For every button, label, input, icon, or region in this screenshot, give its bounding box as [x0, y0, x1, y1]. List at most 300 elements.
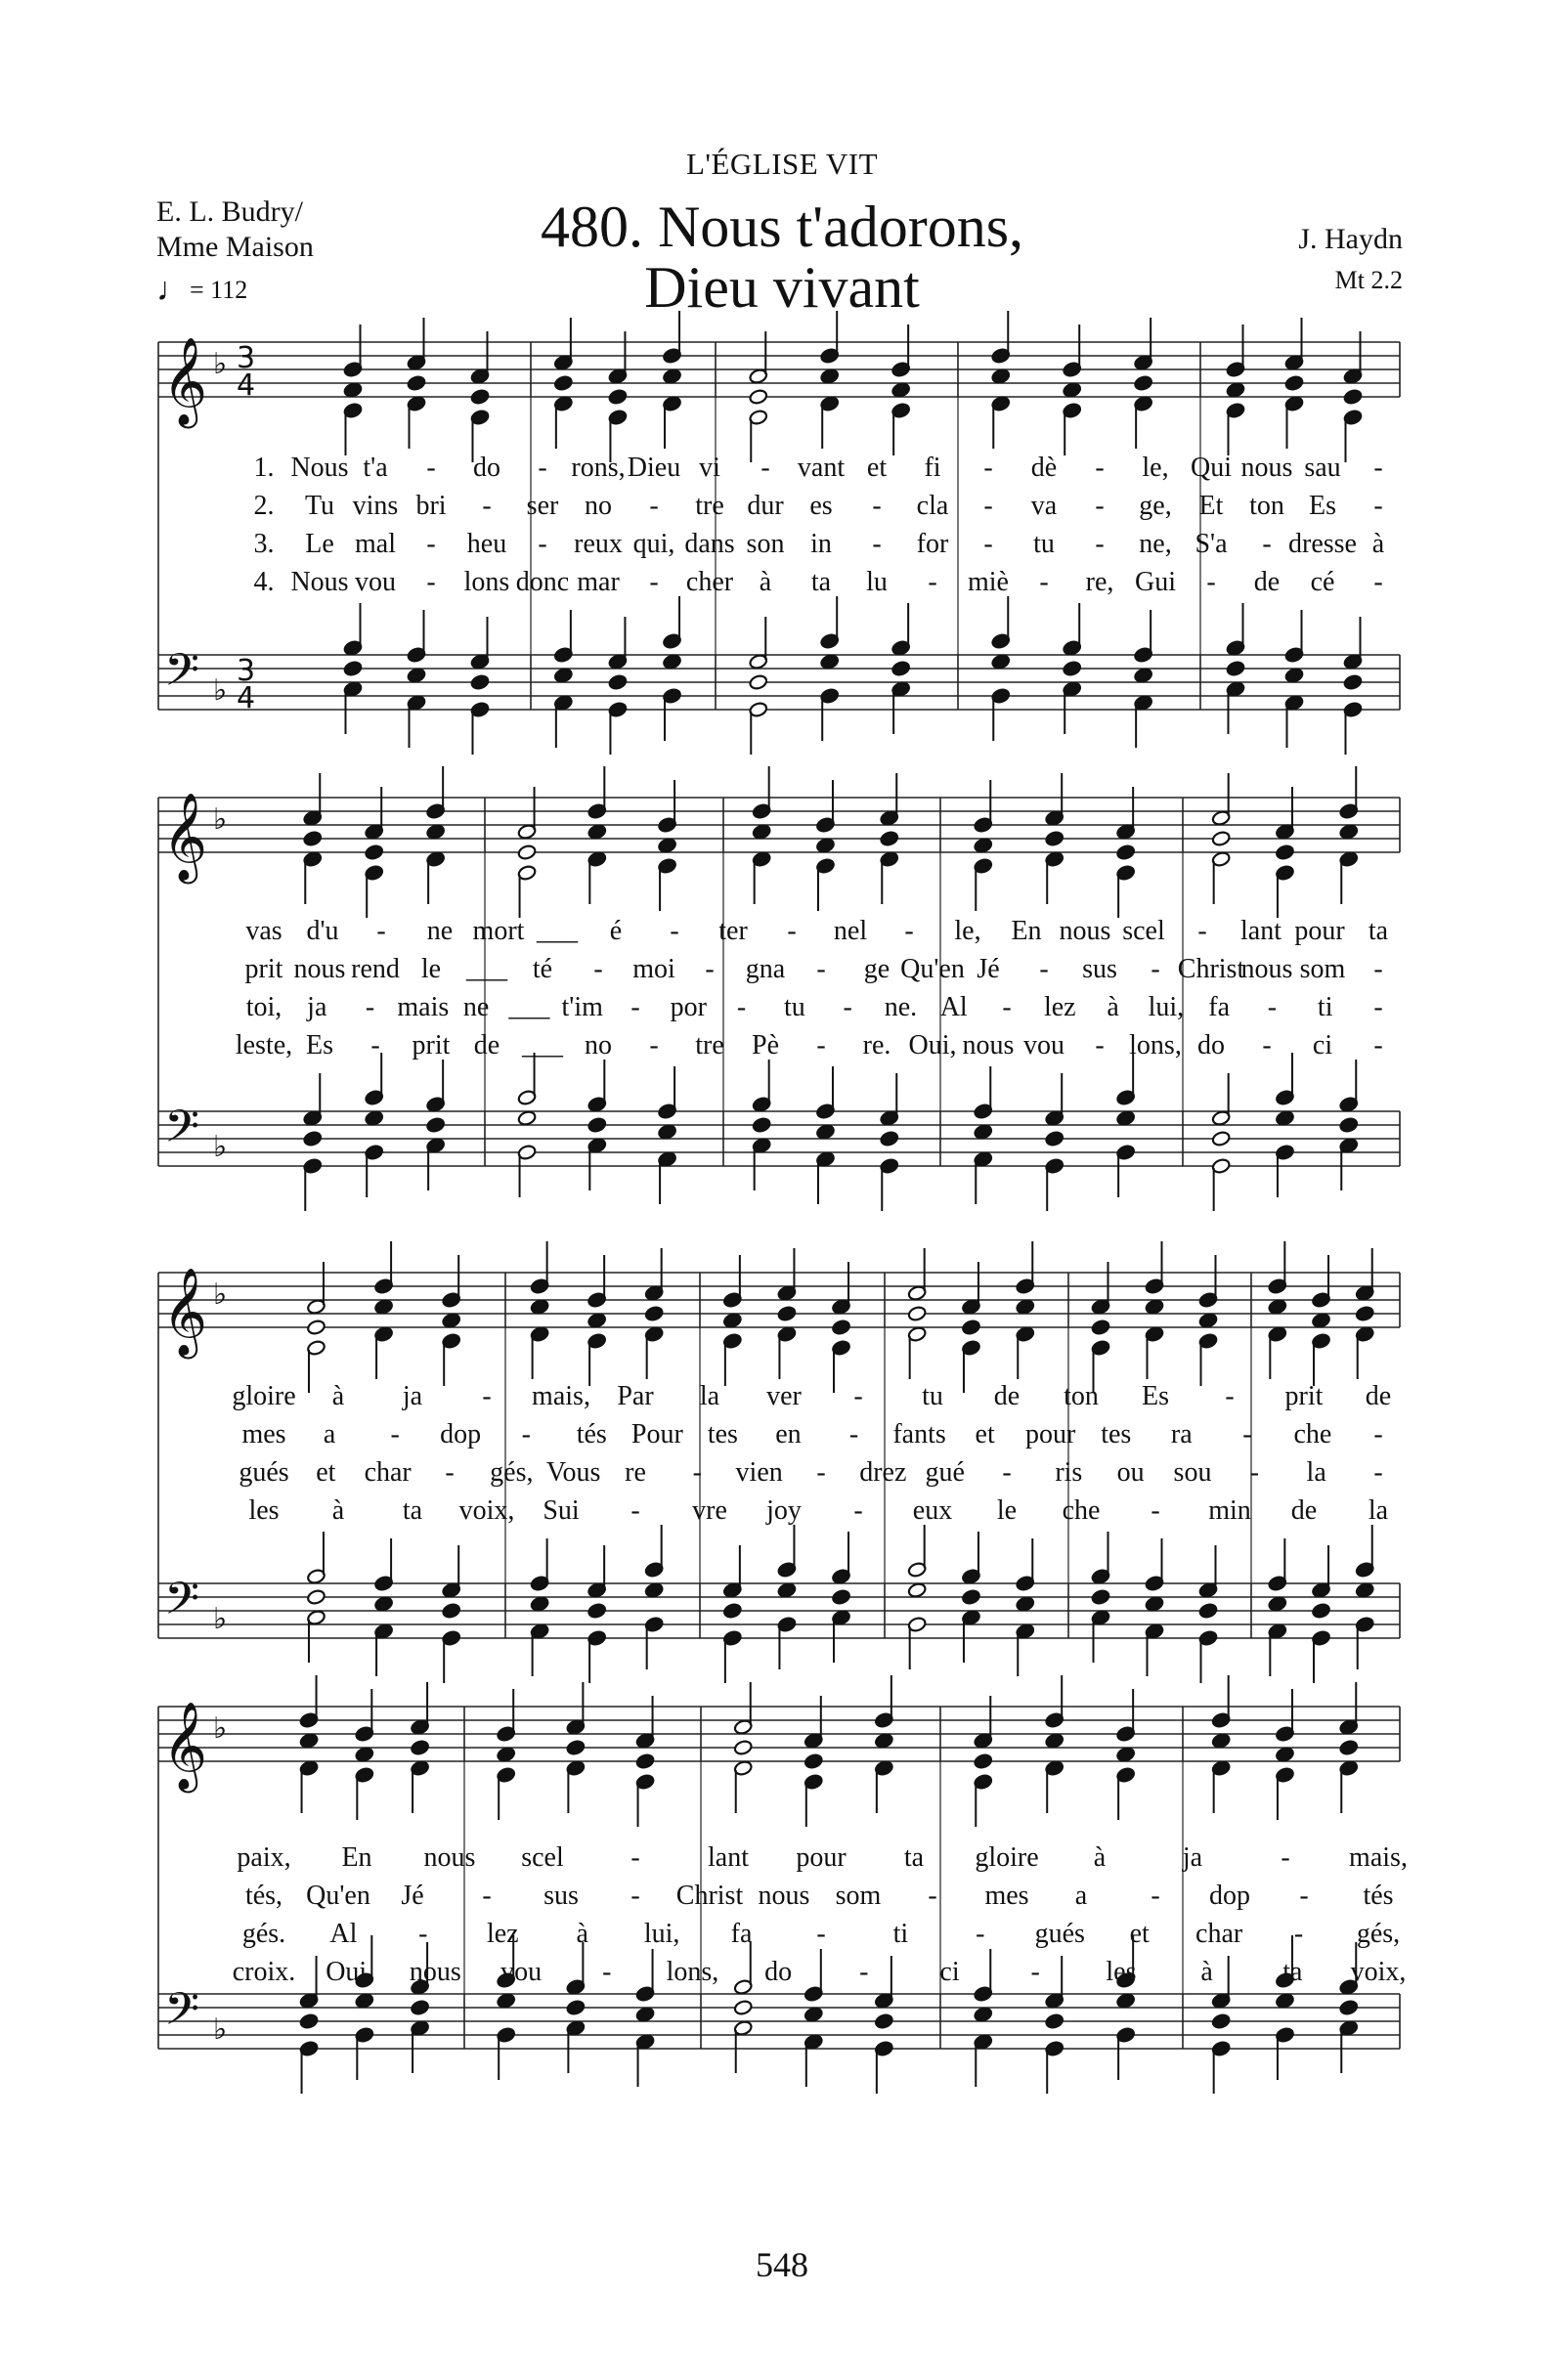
lyric-syllable: - — [692, 1457, 702, 1488]
lyric-syllable: - — [859, 1957, 869, 1987]
lyric-syllable: heu — [466, 529, 507, 559]
note-head — [566, 1999, 586, 2015]
note-head — [374, 1298, 394, 1315]
lyric-syllable: ___ — [466, 954, 507, 984]
note-head — [517, 844, 537, 860]
lyric-syllable: - — [376, 916, 386, 946]
lyric-syllable: vi — [699, 453, 720, 483]
lyric-syllable: - — [521, 1419, 531, 1450]
lyric-syllable: Gui — [1135, 567, 1176, 597]
note-head — [752, 1116, 771, 1133]
lyric-syllable: - — [1002, 1457, 1012, 1488]
lyric-syllable: - — [816, 954, 826, 984]
bass-clef-icon: 𝄢 — [164, 1983, 200, 2047]
note-head — [644, 1305, 664, 1321]
lyric-syllable: vou — [500, 1957, 543, 1987]
note-head — [1355, 1305, 1374, 1321]
note-head — [608, 388, 628, 405]
lyric-syllable: - — [1151, 954, 1160, 984]
note-head — [804, 1753, 823, 1769]
lyric-syllable: - — [1039, 954, 1049, 984]
lyric-syllable: gna — [745, 954, 786, 984]
lyric-syllable: 3. — [253, 529, 275, 559]
lyric-syllable: le — [996, 1495, 1018, 1526]
lyric-syllable: - — [482, 1381, 492, 1411]
note-head — [722, 1602, 742, 1619]
lyric-syllable: Qui — [1191, 453, 1232, 483]
lyric-syllable: ver — [766, 1381, 802, 1411]
lyric-syllable: les — [1106, 1957, 1137, 1987]
lyric-syllable: a — [1074, 1881, 1088, 1911]
lyric-syllable: che — [1293, 1419, 1332, 1450]
note-head — [1016, 1595, 1035, 1612]
note-head — [961, 1588, 980, 1605]
lyric-syllable: ge, — [1139, 491, 1172, 521]
note-head — [974, 1753, 993, 1769]
quarter-note-icon: ♩ — [156, 272, 190, 308]
note-head — [804, 2006, 823, 2022]
lyric-syllable: nous — [423, 1842, 476, 1873]
lyric-syllable: Et — [1198, 491, 1224, 521]
lyric-syllable: Al — [329, 1919, 358, 1949]
lyric-syllable: moi — [632, 954, 675, 984]
lyric-syllable: - — [816, 1919, 826, 1949]
lyric-syllable: - — [928, 567, 937, 597]
lyric-syllable: - — [853, 1495, 863, 1526]
lyric-syllable: - — [1206, 567, 1216, 597]
lyric-syllable: mais, — [1349, 1842, 1408, 1873]
note-head — [777, 1581, 797, 1598]
lyric-syllable: - — [649, 491, 659, 521]
note-head — [299, 1732, 319, 1749]
lyric-syllable: Nous — [290, 453, 349, 483]
tempo-value: = 112 — [190, 276, 248, 304]
lyric-syllable: - — [1197, 916, 1207, 946]
lyric-syllable: dè — [1030, 453, 1058, 483]
lyric-syllable: - — [983, 529, 993, 559]
note-head — [442, 1312, 461, 1328]
lyric-syllable: lez — [486, 1919, 519, 1949]
lyric-syllable: ne. — [884, 992, 918, 1022]
lyric-syllable: prit — [1284, 1381, 1324, 1411]
lyric-syllable: d'u — [306, 916, 339, 946]
lyric-syllable: mes — [241, 1419, 286, 1450]
lyric-syllable: la — [1368, 1495, 1389, 1526]
note-head — [306, 1588, 326, 1605]
note-head — [1016, 1298, 1035, 1315]
note-head — [1211, 2012, 1231, 2029]
note-head — [815, 1123, 835, 1140]
lyric-syllable: paix, — [237, 1842, 291, 1873]
lyric-syllable: - — [928, 1881, 937, 1911]
lyric-syllable: dop — [440, 1419, 482, 1450]
note-head — [874, 2012, 893, 2029]
lyric-syllable: nous — [293, 954, 346, 984]
lyric-syllable: et — [316, 1457, 336, 1488]
lyric-syllable: - — [904, 916, 914, 946]
lyric-syllable: nous — [1059, 916, 1111, 946]
note-head — [1311, 1602, 1330, 1619]
lyric-syllable: gés. — [241, 1919, 286, 1949]
lyric-syllable: Pè — [752, 1030, 779, 1060]
lyric-syllable: la — [1306, 1457, 1326, 1488]
note-head — [749, 673, 768, 690]
note-head — [831, 1319, 850, 1335]
note-head — [1284, 667, 1304, 683]
lyric-syllable: tre — [695, 491, 724, 521]
lyric-syllable: - — [649, 1030, 659, 1060]
lyric-syllable: - — [1030, 1957, 1040, 1987]
lyric-syllable: - — [426, 529, 436, 559]
lyric-syllable: - — [872, 529, 882, 559]
note-head — [426, 823, 446, 840]
lyric-syllable: - — [1039, 567, 1049, 597]
lyric-syllable: - — [983, 491, 993, 521]
note-head — [880, 830, 899, 846]
lyric-syllable: à — [331, 1495, 345, 1526]
lyric-syllable: les — [248, 1495, 280, 1526]
lyric-syllable: lant — [708, 1842, 749, 1873]
note-head — [1145, 1595, 1164, 1612]
note-head — [662, 653, 681, 670]
lyric-syllable: - — [445, 1457, 455, 1488]
lyric-syllable: for — [916, 529, 949, 559]
lyric-syllable: ___ — [508, 992, 550, 1022]
lyric-syllable: ter — [718, 916, 748, 946]
note-head — [891, 660, 911, 676]
lyric-syllable: tre — [695, 1030, 724, 1060]
lyric-syllable: gés, — [1356, 1919, 1401, 1949]
note-head — [974, 1123, 993, 1140]
note-head — [991, 653, 1011, 670]
lyric-syllable: gloire — [975, 1842, 1039, 1873]
lyric-syllable: prit — [244, 954, 283, 984]
flat-icon: ♭ — [213, 2012, 228, 2047]
lyric-syllable: miè — [968, 567, 1009, 597]
lyric-syllable: t'im — [561, 992, 603, 1022]
lyric-syllable: donc — [515, 567, 570, 597]
note-head — [749, 388, 768, 405]
lyric-syllable: pour — [1025, 1419, 1076, 1450]
lyric-syllable: mais — [397, 992, 450, 1022]
lyric-syllable: - — [1262, 529, 1272, 559]
bass-clef-icon: 𝄢 — [164, 644, 200, 708]
note-head — [1211, 1130, 1231, 1147]
lyric-syllable: es — [809, 491, 833, 521]
lyric-syllable: Jé — [977, 954, 1000, 984]
lyric-syllable: - — [1249, 1457, 1259, 1488]
note-head — [426, 1116, 446, 1133]
lyric-syllable: ser — [526, 491, 559, 521]
lyric-syllable: nous — [1240, 453, 1293, 483]
lyric-syllable: ti — [1317, 992, 1333, 1022]
lyric-syllable: fa — [1208, 992, 1231, 1022]
lyric-syllable: lons — [463, 567, 510, 597]
lyric-syllable: no — [585, 491, 612, 521]
lyric-syllable: - — [1262, 1030, 1272, 1060]
note-head — [1091, 1588, 1110, 1605]
note-head — [658, 1123, 677, 1140]
lyric-syllable: - — [1373, 1419, 1383, 1450]
lyric-syllable: - — [976, 1919, 985, 1949]
lyric-syllable: en — [775, 1419, 802, 1450]
lyric-syllable: - — [593, 954, 603, 984]
lyric-syllable: - — [1095, 529, 1105, 559]
flat-icon: ♭ — [213, 1711, 228, 1746]
lyric-syllable: ne, — [1139, 529, 1172, 559]
lyric-syllable: - — [370, 1030, 380, 1060]
lyric-syllable: - — [538, 453, 547, 483]
note-head — [497, 1992, 516, 2009]
lyric-syllable: - — [630, 1495, 640, 1526]
flat-icon: ♭ — [213, 1130, 228, 1164]
note-head — [343, 381, 363, 398]
note-head — [1145, 1298, 1164, 1315]
note-head — [587, 1116, 607, 1133]
lyric-syllable: dur — [747, 491, 784, 521]
note-head — [407, 374, 426, 391]
lyric-syllable: - — [1281, 1842, 1290, 1873]
lyric-syllable: Al — [939, 992, 968, 1022]
lyric-syllable: scel — [521, 1842, 564, 1873]
note-head — [891, 381, 911, 398]
lyric-syllable: Nous — [290, 567, 349, 597]
lyric-syllable: Oui, — [326, 1957, 374, 1987]
note-head — [1339, 1739, 1359, 1755]
lyric-syllable: - — [848, 1419, 859, 1450]
lyric-syllable: - — [1373, 1457, 1383, 1488]
lyric-syllable: En — [341, 1842, 372, 1873]
note-head — [355, 1992, 374, 2009]
lyric-syllable: 4. — [253, 567, 275, 597]
lyric-syllable: ta — [903, 1842, 925, 1873]
lyric-syllable: leste, — [235, 1030, 293, 1060]
section-title: L'ÉGLISE VIT — [685, 147, 879, 181]
note-head — [1045, 2012, 1064, 2029]
lyric-syllable: le, — [954, 916, 981, 946]
lyric-syllable: ja — [307, 992, 327, 1022]
note-head — [1116, 1746, 1136, 1762]
lyric-syllable: - — [1242, 1419, 1252, 1450]
note-head — [1198, 1312, 1218, 1328]
lyric-syllable: 1. — [253, 453, 275, 483]
lyric-syllable: ta — [1282, 1957, 1303, 1987]
lyric-syllable: char — [364, 1457, 412, 1488]
note-head — [1284, 374, 1304, 391]
lyric-syllable: lons, — [666, 1957, 719, 1987]
note-head — [1339, 1999, 1359, 2015]
note-head — [635, 2006, 655, 2022]
lyric-syllable: à — [331, 1381, 345, 1411]
lyric-syllable: Pour — [630, 1419, 683, 1450]
note-head — [1045, 1732, 1064, 1749]
note-head — [407, 667, 426, 683]
flat-icon: ♭ — [213, 673, 228, 708]
lyric-syllable: ton — [1249, 491, 1284, 521]
lyric-syllable: - — [1373, 567, 1383, 597]
lyric-syllable: do — [1197, 1030, 1225, 1060]
lyric-syllable: rons, — [571, 453, 626, 483]
note-head — [1343, 673, 1363, 690]
note-head — [1275, 1109, 1294, 1126]
lyric-syllable: - — [1151, 1881, 1160, 1911]
note-head — [1116, 1992, 1136, 2009]
note-head — [411, 1739, 430, 1755]
lyric-syllable: do — [473, 453, 500, 483]
note-head — [1275, 1746, 1294, 1762]
author-line-2: Mme Maison — [156, 231, 314, 263]
lyric-syllable: - — [1095, 453, 1105, 483]
lyric-syllable: vien — [735, 1457, 783, 1488]
lyric-syllable: che — [1062, 1495, 1101, 1526]
note-head — [303, 830, 323, 846]
note-head — [470, 673, 490, 690]
lyric-syllable: à — [576, 1919, 588, 1949]
note-head — [517, 1109, 537, 1126]
lyric-syllable: Qu'en — [900, 954, 965, 984]
lyric-syllable: Oui, — [908, 1030, 957, 1060]
note-head — [1211, 1732, 1231, 1749]
lyric-syllable: mal — [355, 529, 396, 559]
note-head — [907, 1305, 927, 1321]
lyric-syllable: ___ — [522, 1030, 563, 1060]
lyric-syllable: a — [323, 1419, 336, 1450]
note-head — [365, 1109, 384, 1126]
lyric-syllable: - — [705, 954, 715, 984]
lyric-syllable: Es — [306, 1030, 333, 1060]
lyric-syllable: cé — [1310, 567, 1335, 597]
note-head — [1355, 1581, 1374, 1598]
note-head — [907, 1581, 927, 1598]
note-head — [303, 1130, 323, 1147]
note-head — [961, 1319, 980, 1335]
lyric-syllable: de — [993, 1381, 1021, 1411]
note-head — [1275, 1992, 1294, 2009]
lyric-syllable: joy — [766, 1495, 802, 1526]
hymn-title-line-2: Dieu vivant — [644, 255, 920, 320]
lyric-syllable: t'a — [363, 453, 388, 483]
lyric-syllable: - — [872, 491, 882, 521]
lyric-syllable: - — [1095, 491, 1105, 521]
lyric-syllable: no — [585, 1030, 612, 1060]
lyric-syllable: à — [1200, 1957, 1213, 1987]
lyric-syllable: - — [365, 992, 375, 1022]
lyric-syllable: nel — [833, 916, 868, 946]
lyric-syllable: tu — [922, 1381, 943, 1411]
lyric-syllable: le — [420, 954, 442, 984]
note-head — [777, 1305, 797, 1321]
time-signature-icon: 3 — [237, 341, 256, 375]
lyric-syllable: nous — [758, 1881, 810, 1911]
lyric-syllable: et — [866, 453, 888, 483]
lyric-syllable: mais, — [532, 1381, 590, 1411]
note-head — [374, 1595, 394, 1612]
note-head — [974, 2006, 993, 2022]
lyric-syllable: - — [736, 992, 747, 1022]
note-head — [470, 388, 490, 405]
note-head — [658, 837, 677, 853]
note-head — [566, 1739, 586, 1755]
lyric-syllable: - — [1293, 1919, 1304, 1949]
lyric-syllable: rend — [351, 954, 400, 984]
lyric-syllable: mort — [472, 916, 525, 946]
lyric-syllable: gués — [1034, 1919, 1085, 1949]
bass-clef-icon: 𝄢 — [164, 1101, 200, 1164]
lyric-syllable: mes — [984, 1881, 1029, 1911]
lyric-syllable: - — [1267, 992, 1278, 1022]
lyric-syllable: - — [760, 453, 770, 483]
lyric-syllable: tés — [1363, 1881, 1394, 1911]
lyric-syllable: bri — [415, 491, 447, 521]
lyric-syllable: re, — [1085, 567, 1114, 597]
page-number: 548 — [756, 2245, 808, 2284]
note-head — [635, 1753, 655, 1769]
lyric-syllable: char — [1195, 1919, 1243, 1949]
lyric-syllable: - — [426, 453, 436, 483]
lyric-syllable: - — [1151, 1495, 1160, 1526]
lyric-syllable: Tu — [304, 491, 335, 521]
lyric-syllable: En — [1011, 916, 1042, 946]
lyric-syllable: prit — [412, 1030, 451, 1060]
lyric-syllable: de — [1365, 1381, 1392, 1411]
time-signature-icon: 4 — [237, 681, 256, 715]
lyric-syllable: vas — [245, 916, 282, 946]
lyric-syllable: nous — [409, 1957, 461, 1987]
lyric-syllable: - — [1002, 992, 1012, 1022]
note-head — [1116, 844, 1136, 860]
lyric-syllable: Jé — [401, 1881, 424, 1911]
lyric-syllable: nous — [1240, 954, 1293, 984]
treble-clef-icon: 𝄞 — [162, 793, 208, 881]
lyric-syllable: voix, — [1350, 1957, 1407, 1987]
lyric-syllable: re. — [862, 1030, 891, 1060]
lyric-syllable: Sui — [543, 1495, 580, 1526]
treble-clef-icon: 𝄞 — [162, 1702, 208, 1790]
lyric-syllable: drez — [859, 1457, 907, 1488]
note-head — [1045, 830, 1064, 846]
note-head — [874, 1732, 893, 1749]
lyric-syllable: Es — [1142, 1381, 1169, 1411]
note-head — [1275, 844, 1294, 860]
lyric-syllable: - — [1373, 1030, 1383, 1060]
note-head — [1091, 1319, 1110, 1335]
lyric-syllable: de — [1253, 567, 1281, 597]
lyric-syllable: som — [835, 1881, 882, 1911]
lyric-syllable: ta — [1368, 916, 1389, 946]
lyric-syllable: vre — [692, 1495, 727, 1526]
lyric-syllable: sus — [1082, 954, 1117, 984]
lyric-syllable: ton — [1064, 1381, 1099, 1411]
lyric-syllable: - — [853, 1381, 863, 1411]
lyric-syllable: ris — [1055, 1457, 1083, 1488]
note-head — [1134, 374, 1153, 391]
lyric-syllable: reux — [574, 529, 623, 559]
lyric-syllable: - — [1299, 1881, 1309, 1911]
lyric-syllable: lu — [866, 567, 888, 597]
note-head — [306, 1319, 326, 1335]
lyric-syllable: nous — [962, 1030, 1015, 1060]
lyric-syllable: - — [816, 1030, 826, 1060]
lyric-syllable: ra — [1170, 1419, 1193, 1450]
lyric-syllable: pour — [1294, 916, 1345, 946]
flat-icon: ♭ — [213, 1277, 228, 1312]
note-head — [343, 660, 363, 676]
note-head — [1116, 1109, 1136, 1126]
note-head — [1311, 1312, 1330, 1328]
lyric-syllable: fi — [924, 453, 941, 483]
lyric-syllable: Es — [1309, 491, 1336, 521]
lyric-syllable: son — [746, 529, 785, 559]
